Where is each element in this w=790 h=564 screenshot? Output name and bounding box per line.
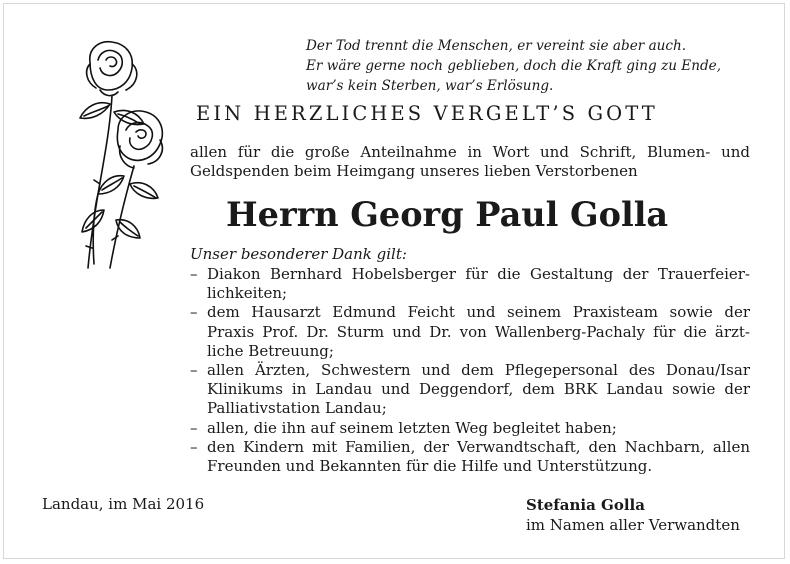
list-item-line: allen Ärzten, Schwestern und dem Pflegepersonal des Donau/Isar [207,361,750,380]
quote-line: war’s kein Sterben, war’s Erlösung. [306,78,554,94]
thanks-label: Unser besonderer Dank gilt: [190,245,407,263]
list-dash: – [190,265,198,283]
list-item-line: den Kindern mit Familien, der Verwandtschaft, den Nachbarn, allen [207,437,750,456]
list-dash: – [190,361,198,380]
intro-line: allen für die große Anteilnahme in Wort und Schrift, Blumen- und [190,143,750,161]
thanks-list [190,265,750,476]
deceased-name: Herrn Georg Paul Golla [226,195,669,234]
list-item [190,438,750,476]
place-date: Landau, im Mai 2016 [42,495,205,513]
quote-line: Der Tod trennt die Menschen, er vereint sie aber auch. [306,38,687,54]
list-dash: – [190,418,198,437]
list-item-line: Praxis Prof. Dr. Sturm und Dr. von Wallenberg-Pachaly für die ärzt- [207,322,750,341]
signer-note: im Namen aller Verwandten [526,516,740,534]
quote-block [306,36,766,96]
list-item-line: dem Hausarzt Edmund Feicht und seinem Praxisteam sowie der [207,303,750,322]
list-item [190,303,750,361]
list-item [190,419,750,438]
list-item-line: lichkeiten; [207,284,288,303]
list-item-line: allen, die ihn auf seinem letzten Weg begleitet haben; [207,418,617,437]
list-item [190,265,750,303]
signature-block [526,495,740,535]
intro-text [190,143,750,181]
list-dash: – [190,437,198,456]
list-dash: – [190,303,198,322]
intro-line: Geldspenden beim Heimgang unseres lieben Verstorbenen [190,162,638,180]
quote-line: Er wäre gerne noch geblieben, doch die Kraft ging zu Ende, [306,58,722,74]
list-item [190,361,750,419]
signer-name: Stefania Golla [526,496,645,514]
thanks-heading: EIN HERZLICHES VERGELT’S GOTT [196,102,658,125]
rose-icon [38,34,168,270]
list-item-line: Diakon Bernhard Hobelsberger für die Gestaltung der Trauerfeier- [207,265,750,283]
list-item-line: liche Betreuung; [207,341,334,360]
list-item-line: Palliativstation Landau; [207,399,387,418]
list-item-line: Klinikums in Landau und Deggendorf, dem BRK Landau sowie der [207,380,750,399]
list-item-line: Freunden und Bekannten für die Hilfe und Unterstützung. [207,457,653,476]
